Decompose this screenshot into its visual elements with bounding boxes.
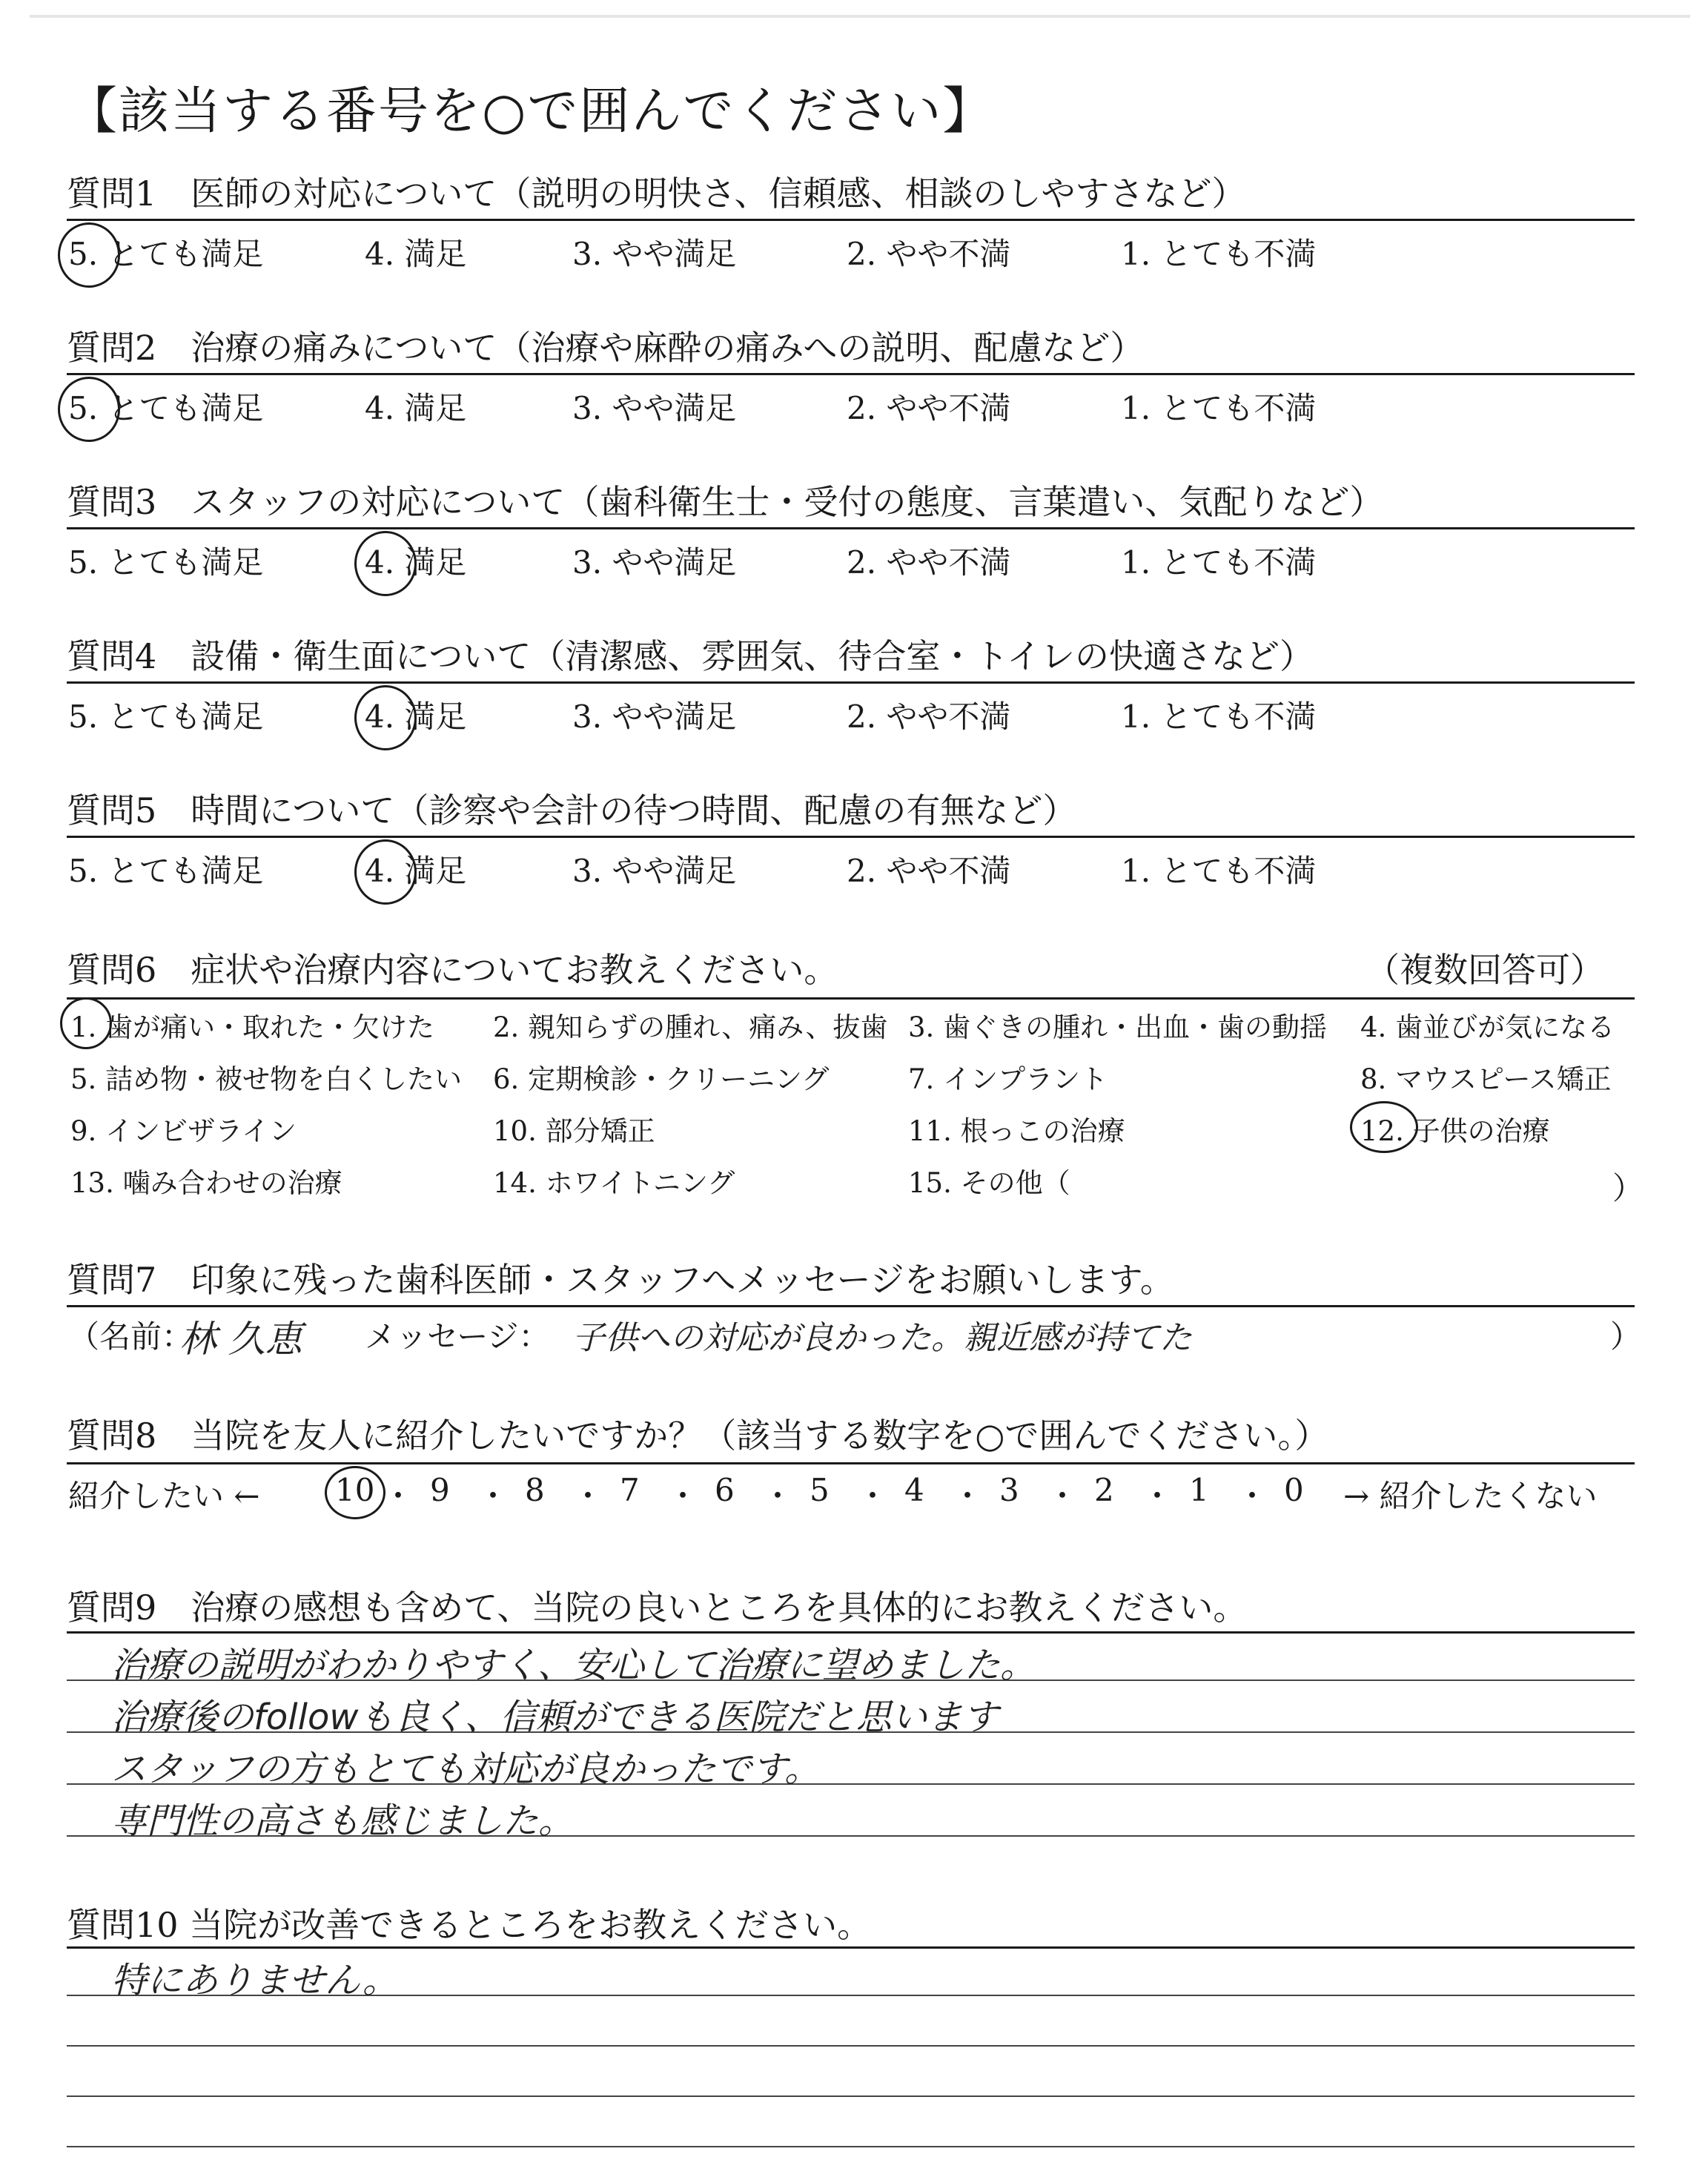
q8-scale	[68, 1472, 1636, 1516]
q6-option-14[interactable]: 14. ホワイトニング	[493, 1167, 735, 1199]
q8-scale-dot: ・	[1237, 1478, 1268, 1514]
q6-option-10[interactable]: 10. 部分矯正	[493, 1115, 655, 1147]
q6-option-4[interactable]: 4. 歯並びが気になる	[1360, 1011, 1615, 1043]
q6-selection-circle	[1350, 1101, 1418, 1153]
q1-option-4[interactable]: 4. 満足	[365, 236, 467, 272]
q4-option-1[interactable]: 1. とても不満	[1121, 698, 1317, 735]
q5-title: 質問5 時間について（診察や会計の待つ時間、配慮の有無など）	[67, 790, 1077, 830]
q10-answer-rule	[67, 2045, 1635, 2047]
q4-option-3[interactable]: 3. やや満足	[572, 698, 737, 735]
q8-scale-9[interactable]: 9	[430, 1472, 450, 1508]
q6-option-11[interactable]: 11. 根っこの治療	[908, 1115, 1125, 1147]
q5-options	[68, 847, 1328, 888]
q8-rule	[67, 1462, 1635, 1464]
q8-scale-dot: ・	[477, 1478, 509, 1514]
q9-answer-line: スタッフの方もとても対応が良かったです。	[111, 1748, 821, 1790]
q2-option-2[interactable]: 2. やや不満	[847, 390, 1011, 426]
q9-title: 質問9 治療の感想も含めて、当院の良いところを具体的にお教えください。	[67, 1588, 1248, 1628]
q5-option-3[interactable]: 3. やや満足	[572, 853, 737, 889]
q3-option-3[interactable]: 3. やや満足	[572, 544, 737, 581]
q10-answer-line: 特にありません。	[111, 1960, 398, 2001]
q6-option-8[interactable]: 8. マウスピース矯正	[1360, 1063, 1612, 1095]
q2-title: 質問2 治療の痛みについて（治療や麻酔の痛みへの説明、配慮など）	[67, 328, 1145, 368]
q7-name-value: 林 久恵	[179, 1318, 302, 1361]
q8-title: 質問8 当院を友人に紹介したいですか？（該当する数字を○で囲んでください。）	[67, 1416, 1329, 1456]
q6-options	[70, 1005, 1635, 1227]
q6-option-1[interactable]: 1. 歯が痛い・取れた・欠けた	[70, 1011, 435, 1043]
q8-scale-6[interactable]: 6	[715, 1472, 735, 1508]
q3-option-1[interactable]: 1. とても不満	[1121, 544, 1317, 581]
q3-title: 質問3 スタッフの対応について（歯科衛生士・受付の態度、言葉遣い、気配りなど）	[67, 482, 1384, 522]
q10-title: 質問10 当院が改善できるところをお教えください。	[67, 1905, 872, 1945]
q1-option-3[interactable]: 3. やや満足	[572, 236, 737, 272]
q2-option-4[interactable]: 4. 満足	[365, 390, 467, 426]
q5-option-5[interactable]: 5. とても満足	[68, 853, 264, 889]
q9-answer-line: 治療後のfollowも良く、信頼ができる医院だと思います	[111, 1697, 999, 1738]
q3-option-5[interactable]: 5. とても満足	[68, 544, 264, 581]
q3-option-2[interactable]: 2. やや不満	[847, 544, 1011, 581]
q5-option-2[interactable]: 2. やや不満	[847, 853, 1011, 889]
q8-scale-dot: ・	[952, 1478, 984, 1514]
q7-name-label: （名前：	[68, 1318, 193, 1355]
q2-rule	[67, 373, 1635, 375]
q6-note: （複数回答可）	[1366, 950, 1604, 990]
q4-option-4[interactable]: 4. 満足	[365, 693, 466, 737]
q6-option-5[interactable]: 5. 詰め物・被せ物を白くしたい	[70, 1063, 463, 1095]
q8-selection-circle	[325, 1466, 385, 1519]
q10-rule	[67, 1946, 1635, 1949]
q10-answer-rule	[67, 2146, 1635, 2147]
q3-rule	[67, 527, 1635, 529]
q7-close-paren: ）	[1610, 1318, 1642, 1355]
q6-title: 質問6 症状や治療内容についてお教えください。	[67, 950, 838, 990]
q8-scale-8[interactable]: 8	[525, 1472, 545, 1508]
q6-rule	[67, 997, 1635, 1000]
q2-option-1[interactable]: 1. とても不満	[1121, 390, 1317, 426]
q6-option-9[interactable]: 9. インビザライン	[70, 1115, 297, 1147]
q9-answer-line: 専門性の高さも感じました。	[111, 1800, 575, 1842]
q5-option-4[interactable]: 4. 満足	[365, 847, 466, 891]
q9-answer-line: 治療の説明がわかりやすく、安心して治療に望めました。	[111, 1645, 1036, 1686]
scan-top-edge	[30, 15, 1690, 18]
q8-scale-4[interactable]: 4	[904, 1472, 924, 1508]
q8-scale-dot: ・	[762, 1478, 794, 1514]
q2-option-5[interactable]: 5. とても満足	[68, 384, 263, 429]
q1-title: 質問1 医師の対応について（説明の明快さ、信頼感、相談のしやすさなど）	[67, 174, 1246, 214]
q8-scale-3[interactable]: 3	[999, 1472, 1019, 1508]
q8-scale-1[interactable]: 1	[1189, 1472, 1209, 1508]
q5-option-1[interactable]: 1. とても不満	[1121, 853, 1317, 889]
q8-scale-10[interactable]: 10	[335, 1472, 375, 1508]
q1-option-2[interactable]: 2. やや不満	[847, 236, 1011, 272]
q1-option-1[interactable]: 1. とても不満	[1121, 236, 1317, 272]
q8-scale-2[interactable]: 2	[1094, 1472, 1114, 1508]
q1-option-5[interactable]: 5. とても満足	[68, 230, 263, 274]
q6-option-15[interactable]: 15. その他（	[908, 1167, 1070, 1199]
q5-rule	[67, 836, 1635, 838]
q2-option-3[interactable]: 3. やや満足	[572, 390, 737, 426]
q9-rule	[67, 1631, 1635, 1634]
q6-option-13[interactable]: 13. 噛み合わせの治療	[70, 1167, 342, 1199]
q1-rule	[67, 219, 1635, 221]
q6-option-6[interactable]: 6. 定期検診・クリーニング	[493, 1063, 830, 1095]
q8-left-label: 紹介したい ←	[68, 1478, 260, 1514]
q6-option-7[interactable]: 7. インプラント	[908, 1063, 1108, 1095]
q1-options	[68, 230, 1328, 271]
q8-scale-7[interactable]: 7	[620, 1472, 640, 1508]
q6-option-12[interactable]: 12. 子供の治療	[1360, 1115, 1550, 1147]
page-header: 【該当する番号を○で囲んでください】	[67, 82, 995, 141]
q4-option-2[interactable]: 2. やや不満	[847, 698, 1011, 735]
q7-message-value: 子供への対応が良かった。親近感が持てた	[572, 1319, 1192, 1357]
q4-rule	[67, 681, 1635, 684]
q8-scale-dot: ・	[1142, 1478, 1174, 1514]
q4-title: 質問4 設備・衛生面について（清潔感、雰囲気、待合室・トイレの快適さなど）	[67, 636, 1314, 676]
q7-title: 質問7 印象に残った歯科医師・スタッフへメッセージをお願いします。	[67, 1260, 1174, 1300]
q6-selection-circle	[60, 997, 112, 1049]
q8-scale-dot: ・	[667, 1478, 699, 1514]
q7-rule	[67, 1305, 1635, 1307]
q8-scale-dot: ・	[572, 1478, 604, 1514]
q7-message-label: メッセージ：	[365, 1318, 550, 1355]
q2-options	[68, 384, 1328, 426]
q8-scale-dot: ・	[857, 1478, 889, 1514]
q4-options	[68, 693, 1328, 734]
q3-option-4[interactable]: 4. 満足	[365, 538, 466, 583]
q6-other-close: ）	[1612, 1170, 1644, 1206]
q8-right-label: → 紹介したくない	[1343, 1478, 1598, 1514]
q8-scale-dot: ・	[383, 1478, 414, 1514]
q7-message-row	[68, 1312, 1642, 1361]
q3-options	[68, 538, 1328, 580]
q10-answer-rule	[67, 2095, 1635, 2097]
q6-option-2[interactable]: 2. 親知らずの腫れ、痛み、抜歯	[493, 1011, 888, 1043]
q8-scale-dot: ・	[1047, 1478, 1079, 1514]
q4-option-5[interactable]: 5. とても満足	[68, 698, 264, 735]
q6-option-3[interactable]: 3. 歯ぐきの腫れ・出血・歯の動揺	[908, 1011, 1328, 1043]
q8-scale-0[interactable]: 0	[1284, 1472, 1304, 1508]
q8-scale-5[interactable]: 5	[810, 1472, 830, 1508]
